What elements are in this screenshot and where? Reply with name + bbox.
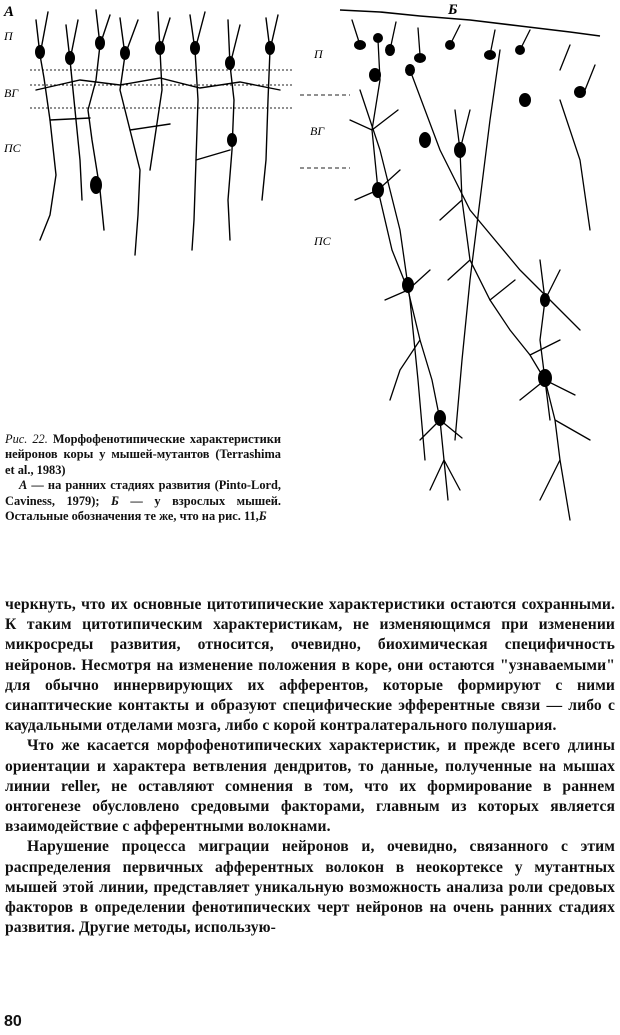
panel-a-layer-p: П: [4, 29, 13, 43]
panel-b-letter: Б: [448, 2, 458, 18]
panel-a-layer-ps: ПС: [4, 141, 21, 155]
caption-a-text: — на ранних стадиях развития (Pinto-Lord, Caviness, 1979);: [5, 478, 281, 508]
caption-b-text: — у взрослых мышей. Остальные обозначения те же, что на рис. 11,: [5, 493, 281, 524]
body-text: [5, 595, 615, 938]
paragraph-1: черкнуть, что их основные цитотипические характеристики остаются сохранными. К таким цитотипическим характеристикам, не изменяющимся при изменении микросреды развития, относится, очевидно, биохимическая специфичность нейронов. Несмотря на изменение положения в коре, они остаются "узнаваемыми" для обычно иннервирующих их афферентов, которые формируют с ними синаптические контакты и образуют специфические эфферентные связи — либо с каудальными отделами мозга, либо с корой контралатерального полушария.: [5, 596, 615, 735]
caption-title: [5, 432, 281, 478]
paragraph-3: Нарушение процесса миграции нейронов и, очевидно, связанного с этим распределения первичных афферентных волокон в неокортексе у мутантных мышей этой линии, представляет уникальную возможность анализа роли средовых факторов в определении фенотипических черт нейронов на очень ранних стадиях развития. Другие методы, использую-: [5, 838, 615, 937]
panel-a-layer-vg: ВГ: [4, 86, 19, 100]
caption-a-letter: А: [19, 478, 28, 493]
panel-b-boundaries: [300, 95, 350, 168]
panel-a-letter: А: [4, 4, 15, 20]
page-number: 80: [4, 1013, 22, 1030]
panel-b-layer-vg: ВГ: [310, 124, 325, 138]
caption-legend: [5, 478, 281, 524]
caption-title-text: Морфофенотипические характеристики нейронов коры у мышей-мутантов (Terrashima et al., 1983): [5, 432, 281, 477]
panel-b-layer-ps: ПС: [314, 234, 331, 248]
figure-caption: [5, 432, 281, 524]
panel-b-pia: [340, 10, 600, 36]
caption-b-ref-letter: Б: [258, 509, 267, 524]
caption-figure-ref: Рис. 22.: [5, 432, 48, 446]
panel-b-layer-p: П: [314, 47, 323, 61]
panel-a-somata: [35, 36, 275, 194]
panel-b-somata: [354, 33, 586, 426]
caption-b-letter: Б: [111, 493, 119, 508]
panel-b-neurons: [350, 20, 595, 520]
paragraph-2: Что же касается морфофенотипических характеристик, и прежде всего длины ориентации и характера ветвления дендритов, то данные, полученные на мышах линии reller, не оставляют сомнения в том, что их формирование в раннем онтогенезе обусловлено средовыми факторами, главным из которых является взаимодействие с афферентными волокнами.: [5, 737, 615, 836]
